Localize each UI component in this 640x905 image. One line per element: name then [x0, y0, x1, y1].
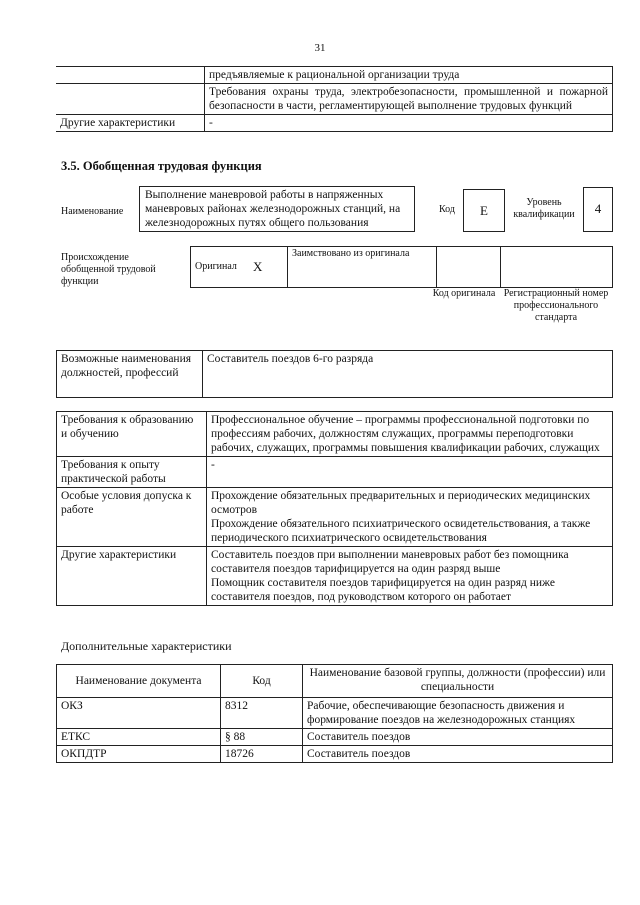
req-other-cell — [207, 547, 613, 606]
req-other-label: Другие характеристики — [57, 547, 207, 606]
top-row3-label: Другие характеристики — [56, 115, 205, 132]
function-name: Выполнение маневровой работы в напряженных маневровых районах железнодорожных станций, на железнодорожных путях общего пользования — [145, 189, 401, 229]
code-box — [463, 189, 505, 232]
top-table — [56, 66, 613, 132]
row-group: Составитель поездов — [303, 729, 613, 746]
reg-number-caption: Регистрационный номер профессионального стандарта — [503, 288, 609, 323]
table-row — [57, 698, 613, 729]
name-label: Наименование — [61, 206, 124, 217]
row-group: Рабочие, обеспечивающие безопасность движения и формирование поездов на железнодорожных станциях — [303, 698, 613, 729]
col-header-code: Код — [221, 665, 303, 698]
additional-title: Дополнительные характеристики — [61, 639, 232, 653]
col-header-group: Наименование базовой группы, должности (профессии) или специальности — [303, 665, 613, 698]
row-doc: ЕТКС — [57, 729, 221, 746]
page-number: 31 — [314, 42, 326, 54]
req-experience-value: - — [207, 457, 613, 488]
req-education-label: Требования к образованию и обучению — [57, 412, 207, 457]
original-label: Оригинал — [191, 247, 250, 288]
level-value: 4 — [594, 201, 602, 216]
positions-label: Возможные наименования должностей, профессий — [57, 351, 203, 398]
top-row2: Требования охраны труда, электробезопасности, промышленной и пожарной безопасности в части, регламентирующей выполнение трудовых функций — [205, 84, 613, 115]
req-education-value: Профессиональное обучение – программы профессиональной подготовки по профессиям рабочих, должностям служащих, программы переподготовки рабочих, служащих, программы повышения квалификации рабочих, служащих — [207, 412, 613, 457]
req-other-value2: Помощник составителя поездов тарифицируется на один разряд ниже составителя поездов, под руководством которого он работает — [211, 577, 555, 603]
level-box — [583, 187, 613, 232]
req-other-value: Составитель поездов при выполнении маневровых работ без помощника составителя поездов тарифицируется на один разряд выше — [211, 549, 569, 575]
row-doc: ОКПДТР — [57, 746, 221, 763]
top-row3-value: - — [205, 115, 613, 132]
col-header-document: Наименование документа — [57, 665, 221, 698]
row-code: § 88 — [221, 729, 303, 746]
origin-table — [190, 246, 613, 288]
code-label: Код — [439, 204, 455, 215]
borrowed-label: Заимствовано из оригинала — [288, 247, 437, 288]
code-original-caption: Код оригинала — [432, 288, 496, 299]
row-group: Составитель поездов — [303, 746, 613, 763]
row-code: 8312 — [221, 698, 303, 729]
req-conditions-label: Особые условия допуска к работе — [57, 488, 207, 547]
origin-label: Происхождение обобщенной трудовой функции — [61, 252, 156, 287]
positions-table — [56, 350, 613, 398]
original-mark: X — [249, 247, 288, 288]
req-experience-label: Требования к опыту практической работы — [57, 457, 207, 488]
code-value: E — [480, 203, 488, 218]
req-conditions-value: Прохождение обязательных предварительных и периодических медицинских осмотров — [211, 490, 591, 516]
row-code: 18726 — [221, 746, 303, 763]
table-row — [57, 729, 613, 746]
req-conditions-value2: Прохождение обязательного психиатрического освидетельствования, а также периодического психиатрического освидетельствования — [211, 518, 591, 544]
req-conditions-cell — [207, 488, 613, 547]
section-title: 3.5. Обобщенная трудовая функция — [61, 159, 262, 173]
level-label: Уровень квалификации — [513, 197, 575, 220]
additional-table — [56, 664, 613, 763]
function-name-box — [139, 186, 415, 232]
table-row — [57, 746, 613, 763]
requirements-table — [56, 411, 613, 606]
top-row1: предъявляемые к рациональной организации труда — [205, 67, 613, 84]
code-original-cell — [437, 247, 501, 288]
row-doc: ОКЗ — [57, 698, 221, 729]
positions-value: Составитель поездов 6-го разряда — [203, 351, 613, 398]
reg-number-cell — [501, 247, 613, 288]
